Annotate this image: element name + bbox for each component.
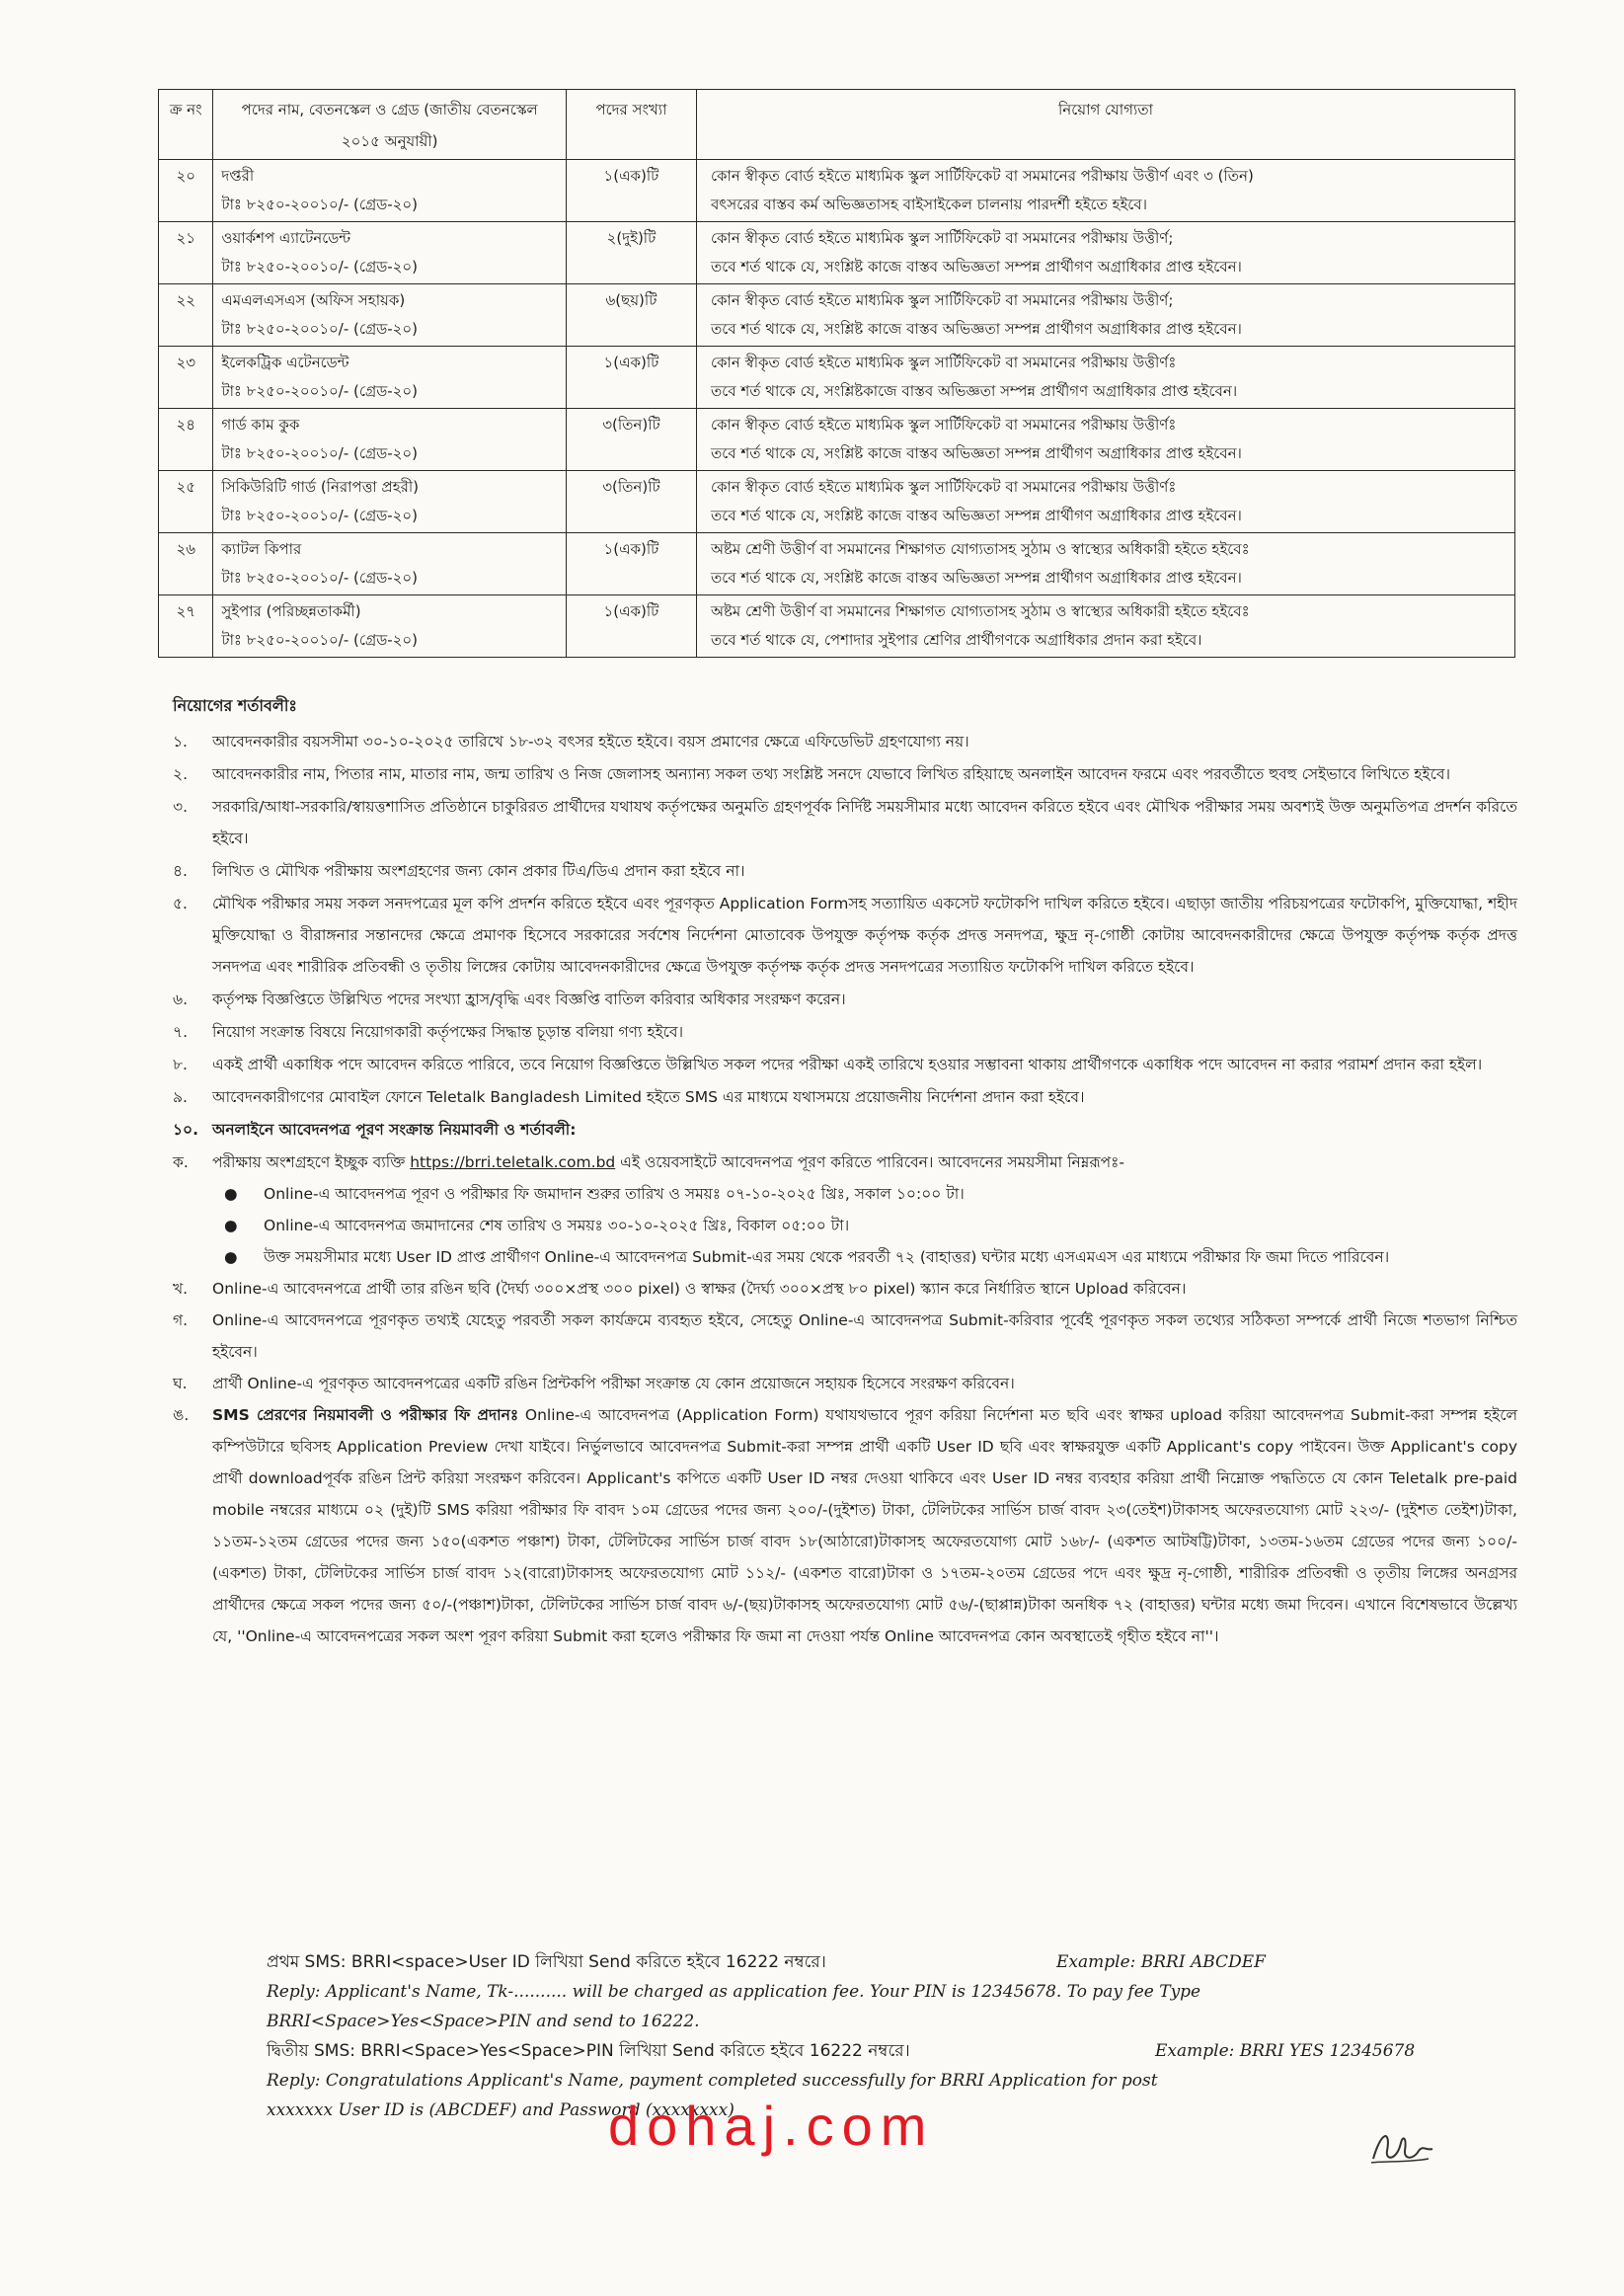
site-watermark: dohaj.com bbox=[608, 2095, 935, 2157]
row-qualification bbox=[696, 160, 1514, 222]
term-number: ৪. bbox=[173, 862, 188, 880]
term-number: ৭. bbox=[173, 1023, 189, 1041]
item-number: ঙ. bbox=[173, 1406, 190, 1424]
item-number: ক. bbox=[173, 1153, 189, 1171]
term-text: একই প্রার্থী একাধিক পদে আবেদন করিতে পারিবে, তবে নিয়োগ বিজ্ঞপ্তিতে উল্লিখিত সকল পদের পরীক্ষা একই তারিখে হওয়ার সম্ভাবনা থাকায় প্রার্থীগণকে একাধিক পদে আবেদন না করার পরামর্শ প্রদান করা হইল। bbox=[212, 1056, 1483, 1073]
qualification-line: কোন স্বীকৃত বোর্ড হইতে মাধ্যমিক স্কুল সার্টিফিকেট বা সমমানের পরীক্ষায় উত্তীর্ণঃ bbox=[710, 354, 1177, 371]
row-serial: ২৩ bbox=[159, 347, 213, 409]
online-item-gha bbox=[163, 1368, 1517, 1399]
qualification-line: তবে শর্ত থাকে যে, পেশাদার সুইপার শ্রেণির প্রার্থীগণকে অগ্রাধিকার প্রদান করা হইবে। bbox=[710, 631, 1202, 649]
application-website-link[interactable]: https://brri.teletalk.com.bd bbox=[410, 1153, 616, 1171]
qualification-line: কোন স্বীকৃত বোর্ড হইতে মাধ্যমিক স্কুল সার্টিফিকেট বা সমমানের পরীক্ষায় উত্তীর্ণ; bbox=[710, 229, 1174, 247]
first-sms-example: Example: BRRI ABCDEF bbox=[1056, 1952, 1266, 1972]
row-count: ৬(ছয়)টি bbox=[566, 284, 696, 347]
term-item bbox=[163, 984, 1517, 1015]
kha-text: Online-এ আবেদনপত্রে প্রার্থী তার রঙিন ছবি (দৈর্ঘ্য ৩০০×প্রস্থ ৩০০ pixel) ও স্বাক্ষর (দৈর্ঘ্য ৩০০×প্রস্থ ৮০ pixel) স্ক্যান করে নির্ধারিত স্থানে Upload করিবেন। bbox=[212, 1280, 1187, 1298]
row-qualification bbox=[696, 222, 1514, 284]
online-item-ka bbox=[163, 1147, 1517, 1178]
qualification-line: বৎসরের বাস্তব কর্ম অভিজ্ঞতাসহ বাইসাইকেল চালনায় পারদর্শী হইতে হইবে। bbox=[710, 196, 1147, 213]
term-text: আবেদনকারীর নাম, পিতার নাম, মাতার নাম, জন্ম তারিখ ও নিজ জেলাসহ অন্যান্য সকল তথ্য সংশ্লিষ্ট সনদে যেভাবে লিখিত রহিয়াছে অনলাইন আবেদন ফরমে এবং পরবর্তীতে হুবহু সেইভাবে লিখিতে হইবে। bbox=[212, 765, 1451, 783]
header-post: পদের নাম, বেতনস্কেল ও গ্রেড (জাতীয় বেতনস্কেল ২০১৫ অনুযায়ী) bbox=[213, 90, 567, 160]
post-name: সিকিউরিটি গার্ড (নিরাপত্তা প্রহরী) bbox=[221, 478, 420, 496]
table-header-row bbox=[159, 90, 1515, 160]
row-count: ২(দুই)টি bbox=[566, 222, 696, 284]
table-row bbox=[159, 222, 1515, 284]
row-post bbox=[213, 533, 567, 595]
post-name: গার্ড কাম কুক bbox=[221, 416, 300, 434]
gha-text: প্রার্থী Online-এ পূরণকৃত আবেদনপত্রের একটি রঙিন প্রিন্টকপি পরীক্ষা সংক্রান্ত যে কোন প্রয়োজনে সহায়ক হিসেবে সংরক্ষণ করিবেন। bbox=[212, 1375, 1015, 1392]
term-number: ২. bbox=[173, 765, 189, 783]
item-number: খ. bbox=[173, 1280, 189, 1298]
first-sms-reply: Reply: Applicant's Name, Tk-.......... will be charged as application fee. Your PIN is 12345678. To pay fee Type bbox=[267, 1982, 1201, 2002]
term-number: ৯. bbox=[173, 1088, 188, 1106]
qualification-line: কোন স্বীকৃত বোর্ড হইতে মাধ্যমিক স্কুল সার্টিফিকেট বা সমমানের পরীক্ষায় উত্তীর্ণঃ bbox=[710, 478, 1177, 496]
table-row bbox=[159, 471, 1515, 533]
term-number: ১. bbox=[173, 733, 188, 751]
qualification-line: তবে শর্ত থাকে যে, সংশ্লিষ্ট কাজে বাস্তব অভিজ্ঞতা সম্পন্ন প্রার্থীগণ অগ্রাধিকার প্রাপ্ত হইবেন। bbox=[710, 507, 1242, 524]
ka-text-post: এই ওয়েবসাইটে আবেদনপত্র পূরণ করিতে পারিবেন। আবেদনের সময়সীমা নিম্নরূপঃ- bbox=[615, 1153, 1125, 1171]
qualification-line: কোন স্বীকৃত বোর্ড হইতে মাধ্যমিক স্কুল সার্টিফিকেট বা সমমানের পরীক্ষায় উত্তীর্ণ; bbox=[710, 291, 1174, 309]
signature-icon bbox=[1367, 2121, 1436, 2171]
qualification-line: অষ্টম শ্রেণী উত্তীর্ণ বা সমমানের শিক্ষাগত যোগ্যতাসহ সুঠাম ও স্বাস্থ্যের অধিকারী হইতে হইবেঃ bbox=[710, 602, 1250, 620]
header-serial: ক্র নং bbox=[159, 90, 213, 160]
terms-list bbox=[163, 726, 1517, 1652]
term-text: লিখিত ও মৌখিক পরীক্ষায় অংশগ্রহণের জন্য কোন প্রকার টিএ/ডিএ প্রদান করা হইবে না। bbox=[212, 862, 745, 880]
row-serial: ২১ bbox=[159, 222, 213, 284]
post-pay: টাঃ ৮২৫০-২০০১০/- (গ্রেড-২০) bbox=[221, 631, 419, 649]
row-count: ১(এক)টি bbox=[566, 595, 696, 658]
term-text: কর্তৃপক্ষ বিজ্ঞপ্তিতে উল্লিখিত পদের সংখ্যা হ্রাস/বৃদ্ধি এবং বিজ্ঞপ্তি বাতিল করিবার অধিকার সংরক্ষণ করেন। bbox=[212, 990, 846, 1008]
ka-text-pre: পরীক্ষায় অংশগ্রহণে ইচ্ছুক ব্যক্তি bbox=[212, 1153, 411, 1171]
row-post bbox=[213, 409, 567, 471]
qualification-line: অষ্টম শ্রেণী উত্তীর্ণ বা সমমানের শিক্ষাগত যোগ্যতাসহ সুঠাম ও স্বাস্থ্যের অধিকারী হইতে হইবেঃ bbox=[710, 540, 1250, 558]
row-count: ১(এক)টি bbox=[566, 160, 696, 222]
qualification-line: তবে শর্ত থাকে যে, সংশ্লিষ্ট কাজে বাস্তব অভিজ্ঞতা সম্পন্ন প্রার্থীগণ অগ্রাধিকার প্রাপ্ত হইবেন। bbox=[710, 444, 1242, 462]
row-serial: ২৫ bbox=[159, 471, 213, 533]
online-item-kha bbox=[163, 1273, 1517, 1305]
row-post bbox=[213, 222, 567, 284]
header-qualification: নিয়োগ যোগ্যতা bbox=[696, 90, 1514, 160]
row-serial: ২৪ bbox=[159, 409, 213, 471]
table-row bbox=[159, 160, 1515, 222]
post-name: ক্যাটল কিপার bbox=[221, 540, 302, 558]
second-sms-line bbox=[267, 2036, 1520, 2066]
term-number: ৬. bbox=[173, 990, 189, 1008]
first-sms-line bbox=[267, 1947, 1520, 1977]
term-item bbox=[163, 888, 1517, 983]
post-pay: টাঃ ৮২৫০-২০০১০/- (গ্রেড-২০) bbox=[221, 507, 419, 524]
table-row bbox=[159, 284, 1515, 347]
term-item bbox=[163, 1049, 1517, 1080]
term-number: ১০. bbox=[173, 1121, 199, 1139]
first-sms-text: প্রথম SMS: BRRI<space>User ID লিখিয়া Send করিতে হইবে 16222 নম্বরে। bbox=[267, 1952, 826, 1972]
term-item bbox=[163, 1081, 1517, 1113]
table-row bbox=[159, 533, 1515, 595]
row-qualification bbox=[696, 284, 1514, 347]
row-qualification bbox=[696, 471, 1514, 533]
term-number: ৫. bbox=[173, 895, 188, 912]
post-pay: টাঃ ৮২৫০-২০০১০/- (গ্রেড-২০) bbox=[221, 320, 419, 338]
table-row bbox=[159, 409, 1515, 471]
online-title: অনলাইনে আবেদনপত্র পূরণ সংক্রান্ত নিয়মাবলী ও শর্তাবলী: bbox=[212, 1121, 577, 1139]
bullet-item bbox=[163, 1178, 1517, 1210]
term-text: আবেদনকারীগণের মোবাইল ফোনে Teletalk Bangladesh Limited হইতে SMS এর মাধ্যমে যথাসময়ে প্রয়োজনীয় নির্দেশনা প্রদান করা হইবে। bbox=[212, 1088, 1085, 1106]
qualification-line: তবে শর্ত থাকে যে, সংশ্লিষ্টকাজে বাস্তব অভিজ্ঞতা সম্পন্ন প্রার্থীগণ অগ্রাধিকার প্রাপ্ত হইবেন। bbox=[710, 382, 1238, 400]
row-post bbox=[213, 160, 567, 222]
term-text: নিয়োগ সংক্রান্ত বিষয়ে নিয়োগকারী কর্তৃপক্ষের সিদ্ধান্ত চূড়ান্ত বলিয়া গণ্য হইবে। bbox=[212, 1023, 684, 1041]
row-serial: ২২ bbox=[159, 284, 213, 347]
post-pay: টাঃ ৮২৫০-২০০১০/- (গ্রেড-২০) bbox=[221, 196, 419, 213]
row-post bbox=[213, 471, 567, 533]
post-name: সুইপার (পরিচ্ছন্নতাকর্মী) bbox=[221, 602, 361, 620]
table-row bbox=[159, 347, 1515, 409]
qualification-line: কোন স্বীকৃত বোর্ড হইতে মাধ্যমিক স্কুল সার্টিফিকেট বা সমমানের পরীক্ষায় উত্তীর্ণঃ bbox=[710, 416, 1177, 434]
bullet-text: উক্ত সময়সীমার মধ্যে User ID প্রাপ্ত প্রার্থীগণ Online-এ আবেদনপত্র Submit-এর সময় থেকে পরবর্তী ৭২ (বাহাত্তর) ঘন্টার মধ্যে এসএমএস এর মাধ্যমে পরীক্ষার ফি জমা দিতে পারিবেন। bbox=[264, 1248, 1390, 1266]
terms-heading: নিয়োগের শর্তাবলীঃ bbox=[173, 696, 297, 715]
posts-table bbox=[158, 89, 1515, 658]
term-item bbox=[163, 855, 1517, 887]
first-sms-reply-cont: BRRI<Space>Yes<Space>PIN and send to 16222. bbox=[267, 2012, 700, 2031]
row-qualification bbox=[696, 409, 1514, 471]
row-post bbox=[213, 347, 567, 409]
online-item-uma bbox=[163, 1399, 1517, 1652]
item-number: গ. bbox=[173, 1311, 189, 1329]
second-sms-reply-cont: xxxxxxx User ID is (ABCDEF) and Password (xxxxxxxx) bbox=[267, 2100, 735, 2120]
term-text: সরকারি/আধা-সরকারি/স্বায়ত্তশাসিত প্রতিষ্ঠানে চাকুরিরত প্রার্থীদের যথাযথ কর্তৃপক্ষের অনুমতি গ্রহণপূর্বক নির্দিষ্ট সময়সীমার মধ্যে আবেদন করিতে হইবে এবং মৌখিক পরীক্ষার সময় অবশ্যই উক্ত অনুমতিপত্র প্রদর্শন করিতে হইবে। bbox=[212, 798, 1517, 847]
term-number: ৩. bbox=[173, 798, 189, 816]
row-count: ১(এক)টি bbox=[566, 533, 696, 595]
bullet-icon: ● bbox=[224, 1248, 238, 1266]
qualification-line: তবে শর্ত থাকে যে, সংশ্লিষ্ট কাজে বাস্তব অভিজ্ঞতা সম্পন্ন প্রার্থীগণ অগ্রাধিকার প্রাপ্ত হইবেন। bbox=[710, 569, 1242, 587]
bullet-text: Online-এ আবেদনপত্র জমাদানের শেষ তারিখ ও সময়ঃ ৩০-১০-২০২৫ খ্রিঃ, বিকাল ০৫:০০ টা। bbox=[264, 1217, 850, 1234]
post-pay: টাঃ ৮২৫০-২০০১০/- (গ্রেড-২০) bbox=[221, 258, 419, 276]
row-qualification bbox=[696, 533, 1514, 595]
row-count: ১(এক)টি bbox=[566, 347, 696, 409]
post-name: দপ্তরী bbox=[221, 167, 255, 185]
bullet-text: Online-এ আবেদনপত্র পূরণ ও পরীক্ষার ফি জমাদান শুরুর তারিখ ও সময়ঃ ০৭-১০-২০২৫ খ্রিঃ, সকাল ১০:০০ টা। bbox=[264, 1185, 965, 1203]
post-pay: টাঃ ৮২৫০-২০০১০/- (গ্রেড-২০) bbox=[221, 569, 419, 587]
term-item bbox=[163, 1016, 1517, 1048]
second-sms-example: Example: BRRI YES 12345678 bbox=[1155, 2041, 1416, 2061]
row-serial: ২৭ bbox=[159, 595, 213, 658]
second-sms-reply: Reply: Congratulations Applicant's Name, payment completed successfully for BRRI Application for post bbox=[267, 2071, 1158, 2091]
ga-text: Online-এ আবেদনপত্রে পূরণকৃত তথ্যই যেহেতু পরবর্তী সকল কার্যক্রমে ব্যবহৃত হইবে, সেহেতু Online-এ আবেদনপত্র Submit-করিবার পূর্বেই পূরণকৃত সকল তথ্যের সঠিকতা সম্পর্কে প্রার্থী নিজে শতভাগ নিশ্চিত হইবেন। bbox=[212, 1311, 1517, 1361]
header-count: পদের সংখ্যা bbox=[566, 90, 696, 160]
row-count: ৩(তিন)টি bbox=[566, 409, 696, 471]
term-number: ৮. bbox=[173, 1056, 188, 1073]
row-post bbox=[213, 284, 567, 347]
term-item bbox=[163, 758, 1517, 790]
qualification-line: তবে শর্ত থাকে যে, সংশ্লিষ্ট কাজে বাস্তব অভিজ্ঞতা সম্পন্ন প্রার্থীগণ অগ্রাধিকার প্রাপ্ত হইবেন। bbox=[710, 258, 1242, 276]
post-name: এমএলএসএস (অফিস সহায়ক) bbox=[221, 291, 406, 309]
item-number: ঘ. bbox=[173, 1375, 188, 1392]
row-count: ৩(তিন)টি bbox=[566, 471, 696, 533]
row-qualification bbox=[696, 347, 1514, 409]
second-sms-text: দ্বিতীয় SMS: BRRI<Space>Yes<Space>PIN লিখিয়া Send করিতে হইবে 16222 নম্বরে। bbox=[267, 2041, 910, 2061]
term-item bbox=[163, 726, 1517, 757]
row-post bbox=[213, 595, 567, 658]
post-pay: টাঃ ৮২৫০-২০০১০/- (গ্রেড-২০) bbox=[221, 382, 419, 400]
row-qualification bbox=[696, 595, 1514, 658]
post-name: ইলেকট্রিক এটেনডেন্ট bbox=[221, 354, 349, 371]
qualification-line: কোন স্বীকৃত বোর্ড হইতে মাধ্যমিক স্কুল সার্টিফিকেট বা সমমানের পরীক্ষায় উত্তীর্ণ এবং ৩ (তিন) bbox=[710, 167, 1254, 185]
row-serial: ২৬ bbox=[159, 533, 213, 595]
online-section-title bbox=[163, 1114, 1517, 1146]
bullet-item bbox=[163, 1210, 1517, 1241]
uma-text: Online-এ আবেদনপত্র (Application Form) যথাযথভাবে পূরণ করিয়া নির্দেশনা মত ছবি এবং স্বাক্ষর upload করিয়া আবেদনপত্র Submit-করা সম্পন্ন হইলে কম্পিউটারে ছবিসহ Application Preview দেখা যাইবে। নির্ভুলভাবে আবেদনপত্র Submit-করা সম্পন্ন প্রার্থী একটি User ID ছবি এবং স্বাক্ষরযুক্ত একটি Applicant's copy পাইবেন। উক্ত Applicant's copy প্রার্থী downloadপূর্বক রঙিন প্রিন্ট করিয়া সংরক্ষণ করিবেন। Applicant's কপিতে একটি User ID নম্বর দেওয়া থাকিবে এবং User ID নম্বর ব্যবহার করিয়া প্রার্থী নিম্নোক্ত পদ্ধতিতে যে কোন Teletalk pre-paid mobile নম্বরের মাধ্যমে ০২ (দুই)টি SMS করিয়া পরীক্ষার ফি বাবদ ১০ম গ্রেডের পদের জন্য ২০০/-(দুইশত) টাকা, টেলিটকের সার্ভিস চার্জ বাবদ ২৩(তেইশ)টাকাসহ অফেরতযোগ্য মোট ২২৩/- (দুইশত তেইশ)টাকা, ১১তম-১২তম গ্রেডের পদের জন্য ১৫০(একশত পঞ্চাশ) টাকা, টেলিটকের সার্ভিস চার্জ বাবদ ১৮(আঠারো)টাকাসহ অফেরতযোগ্য মোট ১৬৮/- (একশত আটষট্টি)টাকা, ১৩তম-১৬তম গ্রেডের পদের জন্য ১০০/-(একশত) টাকা, টেলিটকের সার্ভিস চার্জ বাবদ ১২(বারো)টাকাসহ অফেরতযোগ্য মোট ১১২/- (একশত বারো)টাকা ও ১৭তম-২০তম গ্রেডের পদে এবং ক্ষুদ্র নৃ-গোষ্ঠী, শারীরিক প্রতিবন্ধী ও তৃতীয় লিঙ্গের অনগ্রসর প্রার্থীদের ক্ষেত্রে সকল পদের জন্য ৫০/-(পঞ্চাশ)টাকা, টেলিটকের সার্ভিস চার্জ বাবদ ৬/-(ছয়)টাকাসহ অফেরতযোগ্য মোট ৫৬/-(ছাপ্পান্ন)টাকা অনধিক ৭২ (বাহাত্তর) ঘন্টার মধ্যে জমা দিবেন। এখানে বিশেষভাবে উল্লেখ্য যে, ''Online-এ আবেদনপত্রের সকল অংশ পূরণ করিয়া Submit করা হলেও পরীক্ষার ফি জমা না দেওয়া পর্যন্ত Online আবেদনপত্র কোন অবস্থাতেই গৃহীত হইবে না''। bbox=[212, 1406, 1517, 1645]
bullet-icon: ● bbox=[224, 1217, 238, 1234]
row-serial: ২০ bbox=[159, 160, 213, 222]
term-text: মৌখিক পরীক্ষার সময় সকল সনদপত্রের মূল কপি প্রদর্শন করিতে হইবে এবং পূরণকৃত Application Formসহ সত্যায়িত একসেট ফটোকপি দাখিল করিতে হইবে। এছাড়া জাতীয় পরিচয়পত্রের ফটোকপি, মুক্তিযোদ্ধা, শহীদ মুক্তিযোদ্ধা ও বীরাঙ্গনার সন্তানদের ক্ষেত্রে প্রমাণক হিসেবে সরকারের সর্বশেষ নির্দেশনা মোতাবেক উপযুক্ত কর্তৃপক্ষ কর্তৃক প্রদত্ত সনদপত্র, ক্ষুদ্র নৃ-গোষ্ঠী কোটায় আবেদনকারীদের ক্ষেত্রে উপযুক্ত কর্তৃপক্ষ কর্তৃক প্রদত্ত সনদপত্র এবং শারীরিক প্রতিবন্ধী ও তৃতীয় লিঙ্গের কোটায় আবেদনকারীদের ক্ষেত্রে উপযুক্ত কর্তৃপক্ষ কর্তৃক প্রদত্ত সনদপত্রের সত্যায়িত ফটোকপি দাখিল করিতে হইবে। bbox=[212, 895, 1517, 976]
post-pay: টাঃ ৮২৫০-২০০১০/- (গ্রেড-২০) bbox=[221, 444, 419, 462]
online-item-ga bbox=[163, 1305, 1517, 1368]
uma-title: SMS প্রেরণের নিয়মাবলী ও পরীক্ষার ফি প্রদানঃ bbox=[212, 1406, 519, 1424]
table-row bbox=[159, 595, 1515, 658]
post-name: ওয়ার্কশপ এ্যাটেনডেন্ট bbox=[221, 229, 351, 247]
term-item bbox=[163, 791, 1517, 854]
term-text: আবেদনকারীর বয়সসীমা ৩০-১০-২০২৫ তারিখে ১৮-৩২ বৎসর হইতে হইবে। বয়স প্রমাণের ক্ষেত্রে এফিডেভিট গ্রহণযোগ্য নয়। bbox=[212, 733, 969, 751]
bullet-icon: ● bbox=[224, 1185, 238, 1203]
bullet-item bbox=[163, 1241, 1517, 1273]
qualification-line: তবে শর্ত থাকে যে, সংশ্লিষ্ট কাজে বাস্তব অভিজ্ঞতা সম্পন্ন প্রার্থীগণ অগ্রাধিকার প্রাপ্ত হইবেন। bbox=[710, 320, 1242, 338]
